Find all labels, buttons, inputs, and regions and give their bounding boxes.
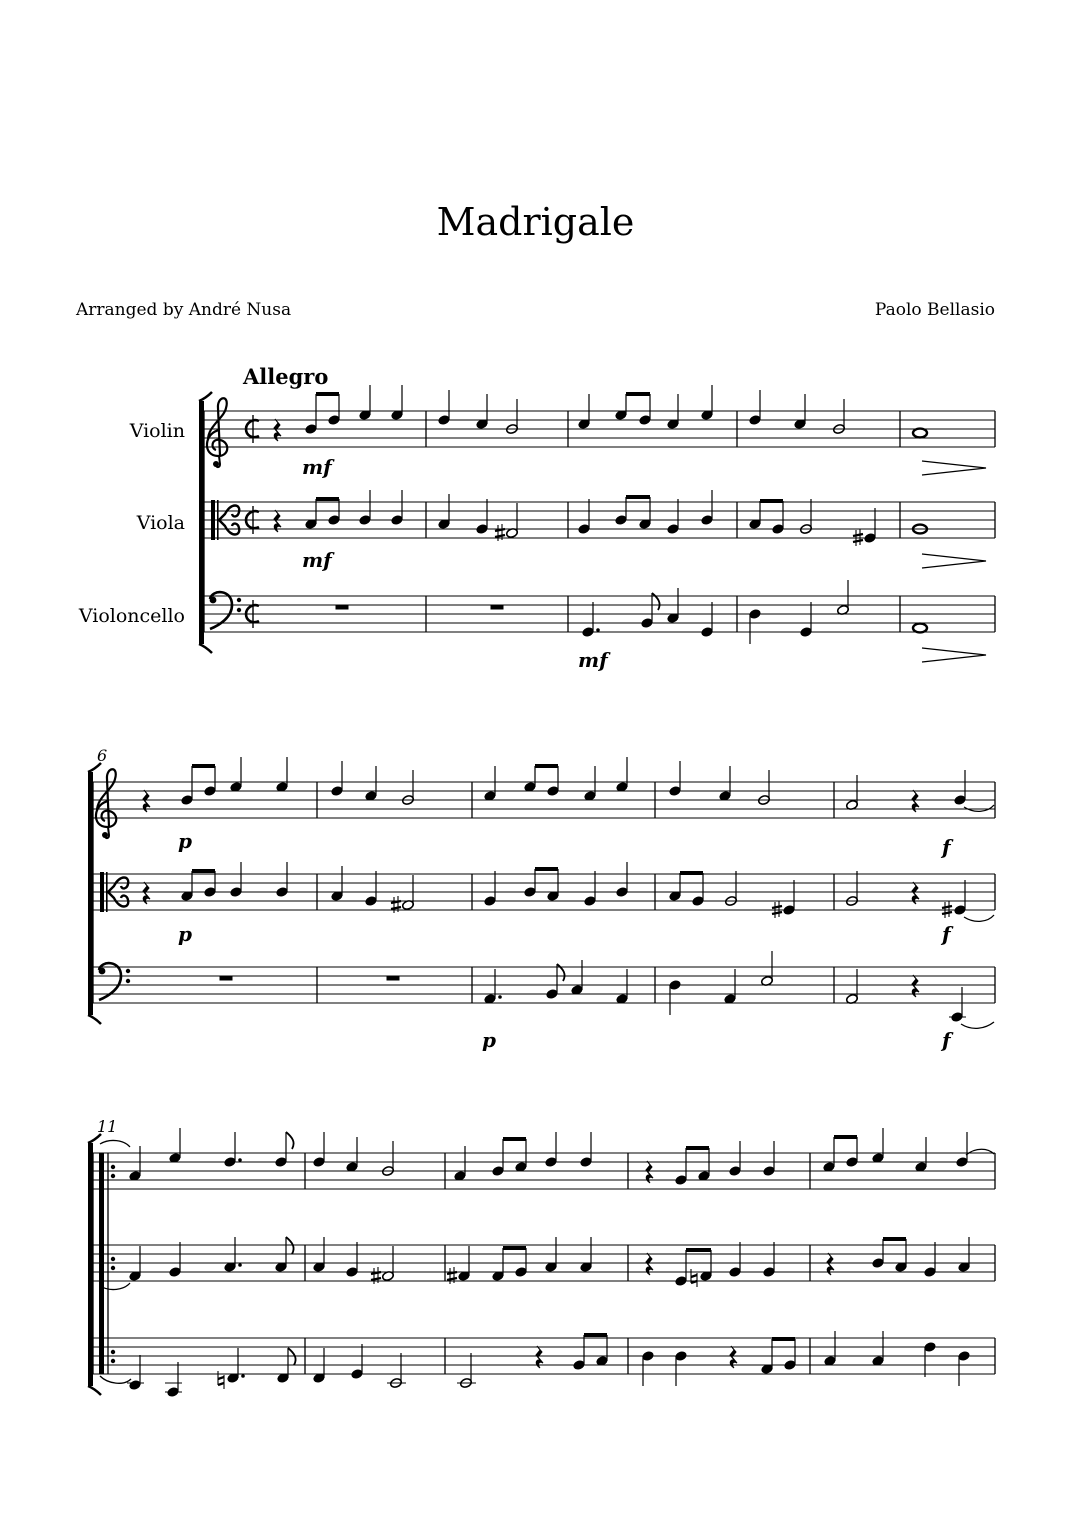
measure-number: 11 <box>97 1117 118 1136</box>
system-1 <box>199 385 995 672</box>
treble-clef-icon <box>207 398 227 467</box>
score-title: Madrigale <box>436 200 635 244</box>
treble-clef-icon <box>96 769 116 838</box>
system-3 <box>88 1128 995 1397</box>
dynamic-marking: mf <box>302 455 332 479</box>
composer-credit: Paolo Bellasio <box>874 300 995 320</box>
instrument-name-violoncello: Violoncello <box>78 605 185 627</box>
dynamic-marking: f <box>942 922 951 946</box>
staff-lines <box>204 411 995 632</box>
staff-lines <box>93 782 995 1003</box>
dynamic-marking: mf <box>302 548 332 572</box>
dynamic-marking: f <box>942 1028 951 1052</box>
dynamic-marking: p <box>178 829 192 853</box>
dynamic-marking: p <box>178 922 192 946</box>
violin-notes <box>274 385 927 441</box>
cello-notes <box>220 951 994 1028</box>
system-2 <box>88 757 995 1052</box>
violin-notes <box>100 1128 994 1185</box>
cello-notes <box>100 1331 970 1397</box>
violin-notes <box>143 757 994 812</box>
dynamic-marking: f <box>942 835 951 859</box>
instrument-name-viola: Viola <box>136 512 185 534</box>
dynamic-marking: p <box>482 1028 496 1052</box>
measure-number: 6 <box>97 746 108 765</box>
instrument-name-violin: Violin <box>129 420 185 442</box>
dynamic-marking: mf <box>578 648 608 672</box>
tempo-marking: Allegro <box>243 364 329 389</box>
barlines <box>204 411 995 632</box>
cello-notes <box>336 580 927 644</box>
arranger-credit: Arranged by André Nusa <box>76 300 292 320</box>
